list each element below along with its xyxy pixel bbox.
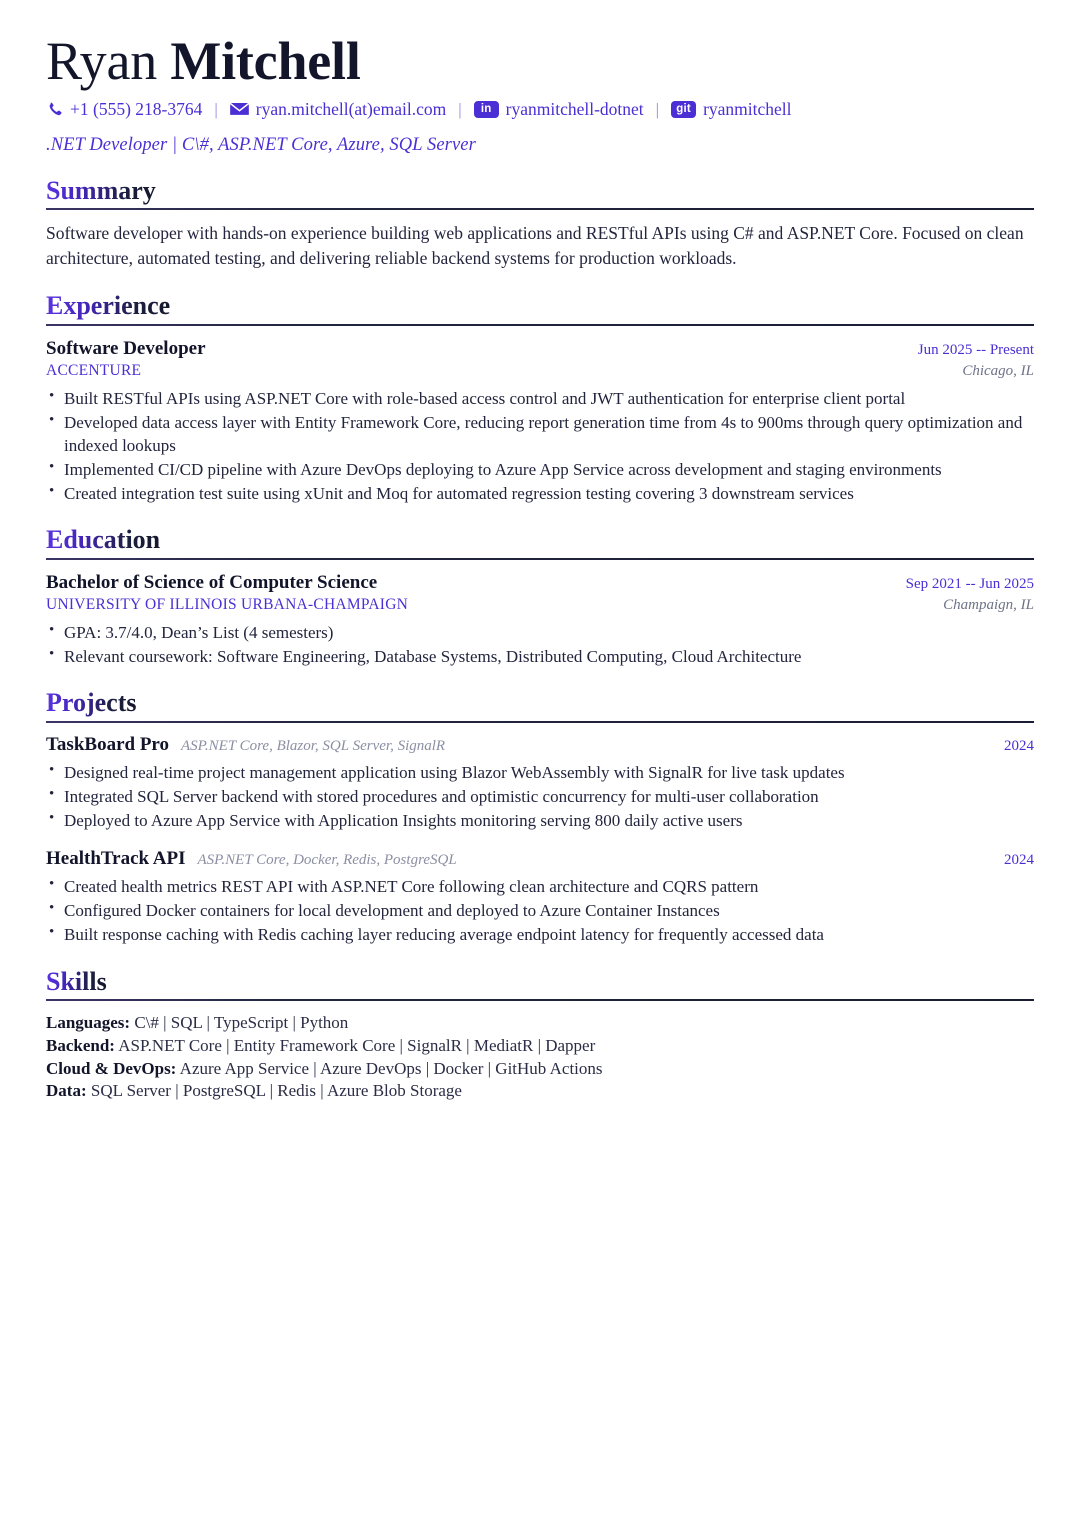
education-entry [46,571,1034,668]
summary-text: Software developer with hands-on experience building web applications and RESTful APIs using C# and ASP.NET Core. Focused on clean architecture, automated testing, and delivering reliable backend systems for production workloads. [46,223,1024,269]
project-year: 2024 [1004,737,1034,754]
list-item: • Integrated SQL Server backend with stored procedures and optimistic concurrency for multi-user collaboration [46,785,1034,808]
list-item: • Built response caching with Redis caching layer reducing average endpoint latency for frequently accessed data [46,923,1034,946]
linkedin-value: ryanmitchell-dotnet [505,99,644,120]
section-summary [46,176,1034,272]
phone-icon [46,101,63,118]
skill-category-label: Backend: [46,1036,115,1056]
contact-email[interactable] [230,96,446,122]
contact-phone[interactable] [46,96,202,122]
section-title-skills: Skills [46,966,107,996]
school-name: UNIVERSITY OF ILLINOIS URBANA-CHAMPAIGN [46,595,409,613]
job-date: Jun 2025 -- Present [917,342,1034,359]
entry-header-row [46,337,1034,361]
degree-date: Sep 2021 -- Jun 2025 [905,576,1034,593]
section-title-education: Education [46,525,161,555]
skill-category-label: Data: [46,1081,87,1101]
list-item: • Created health metrics REST API with ASP.NET Core following clean architecture and CQRS pattern [46,875,1034,898]
project-name: HealthTrack API [46,848,186,870]
entry-header-row [46,571,1034,595]
list-item: • Deployed to Azure App Service with Application Insights monitoring serving 800 daily active users [46,809,1034,832]
project-tech-stack: ASP.NET Core, Docker, Redis, PostgreSQL [197,852,457,869]
project-bullets [46,761,1034,832]
school-location: Champaign, IL [943,596,1034,613]
skill-row [46,1058,1034,1081]
contact-separator: | [655,99,660,119]
skill-row [46,1012,1034,1035]
skill-category-label: Languages: [46,1013,131,1033]
list-item: • Configured Docker containers for local development and deployed to Azure Container Instances [46,899,1034,922]
section-title-projects: Projects [46,688,137,718]
list-item: • GPA: 3.7/4.0, Dean’s List (4 semesters) [46,621,1034,644]
contact-line [46,96,1034,122]
experience-entry [46,337,1034,505]
contact-git[interactable] [671,96,791,122]
list-item: • Implemented CI/CD pipeline with Azure DevOps deploying to Azure App Service across development and staging environments [46,458,1034,481]
entry-subheader-row [46,595,1034,616]
job-organization: ACCENTURE [46,361,142,379]
first-name: Ryan [46,31,171,91]
entry-subheader-row [46,361,1034,382]
job-location: Chicago, IL [962,362,1034,379]
education-bullets [46,621,1034,668]
project-tech-stack: ASP.NET Core, Blazor, SQL Server, SignalR [181,737,446,754]
project-entry [46,734,1034,832]
project-year: 2024 [1004,852,1034,869]
section-rule [46,324,1034,326]
contact-separator: | [458,99,462,119]
section-title-summary: Summary [46,175,156,205]
skills-list [46,1012,1034,1102]
section-skills [46,967,1034,1103]
skill-values: Azure App Service | Azure DevOps | Docker | GitHub Actions [179,1058,603,1078]
degree-title: Bachelor of Science of Computer Science [46,572,378,594]
project-header-row [46,848,1034,870]
skill-values: C\# | SQL | TypeScript | Python [134,1013,349,1033]
section-rule [46,721,1034,723]
email-value: ryan.mitchell(at)email.com [255,99,447,120]
phone-value: +1 (555) 218-3764 [70,99,203,120]
git-value: ryanmitchell [703,99,792,120]
list-item: • Relevant coursework: Software Engineering, Database Systems, Distributed Computing, Cloud Architecture [46,645,1034,668]
project-bullets [46,875,1034,946]
skill-values: SQL Server | PostgreSQL | Redis | Azure Blob Storage [90,1081,462,1101]
section-title-experience: Experience [46,291,171,321]
project-name: TaskBoard Pro [46,733,170,755]
section-rule [46,558,1034,560]
list-item: • Built RESTful APIs using ASP.NET Core with role-based access control and JWT authentication for enterprise client portal [46,387,1034,410]
project-header-row [46,734,1034,756]
contact-separator: | [214,99,218,119]
linkedin-icon: in [474,101,499,118]
section-projects [46,688,1034,947]
list-item: • Designed real-time project management application using Blazor WebAssembly with SignalR for live task updates [46,761,1034,784]
git-icon: git [671,101,696,118]
skill-row [46,1080,1034,1103]
section-rule [46,208,1034,210]
section-education [46,525,1034,668]
headline-tagline: .NET Developer | C\#, ASP.NET Core, Azure, SQL Server [46,134,476,155]
candidate-name [46,32,1034,90]
resume-header [46,32,1034,156]
skill-category-label: Cloud & DevOps: [46,1058,177,1078]
project-entry [46,848,1034,946]
skill-values: ASP.NET Core | Entity Framework Core | SignalR | MediatR | Dapper [118,1036,596,1056]
section-rule [46,999,1034,1001]
section-experience [46,291,1034,505]
last-name: Mitchell [170,31,361,91]
job-title: Software Developer [46,338,206,360]
skill-row [46,1035,1034,1058]
job-bullets [46,387,1034,506]
email-icon [230,102,249,116]
list-item: • Developed data access layer with Entity Framework Core, reducing report generation time from 4s to 900ms through query optimization and indexed lookups [46,411,1034,457]
contact-linkedin[interactable] [474,96,644,122]
list-item: • Created integration test suite using xUnit and Moq for automated regression testing covering 3 downstream services [46,482,1034,505]
